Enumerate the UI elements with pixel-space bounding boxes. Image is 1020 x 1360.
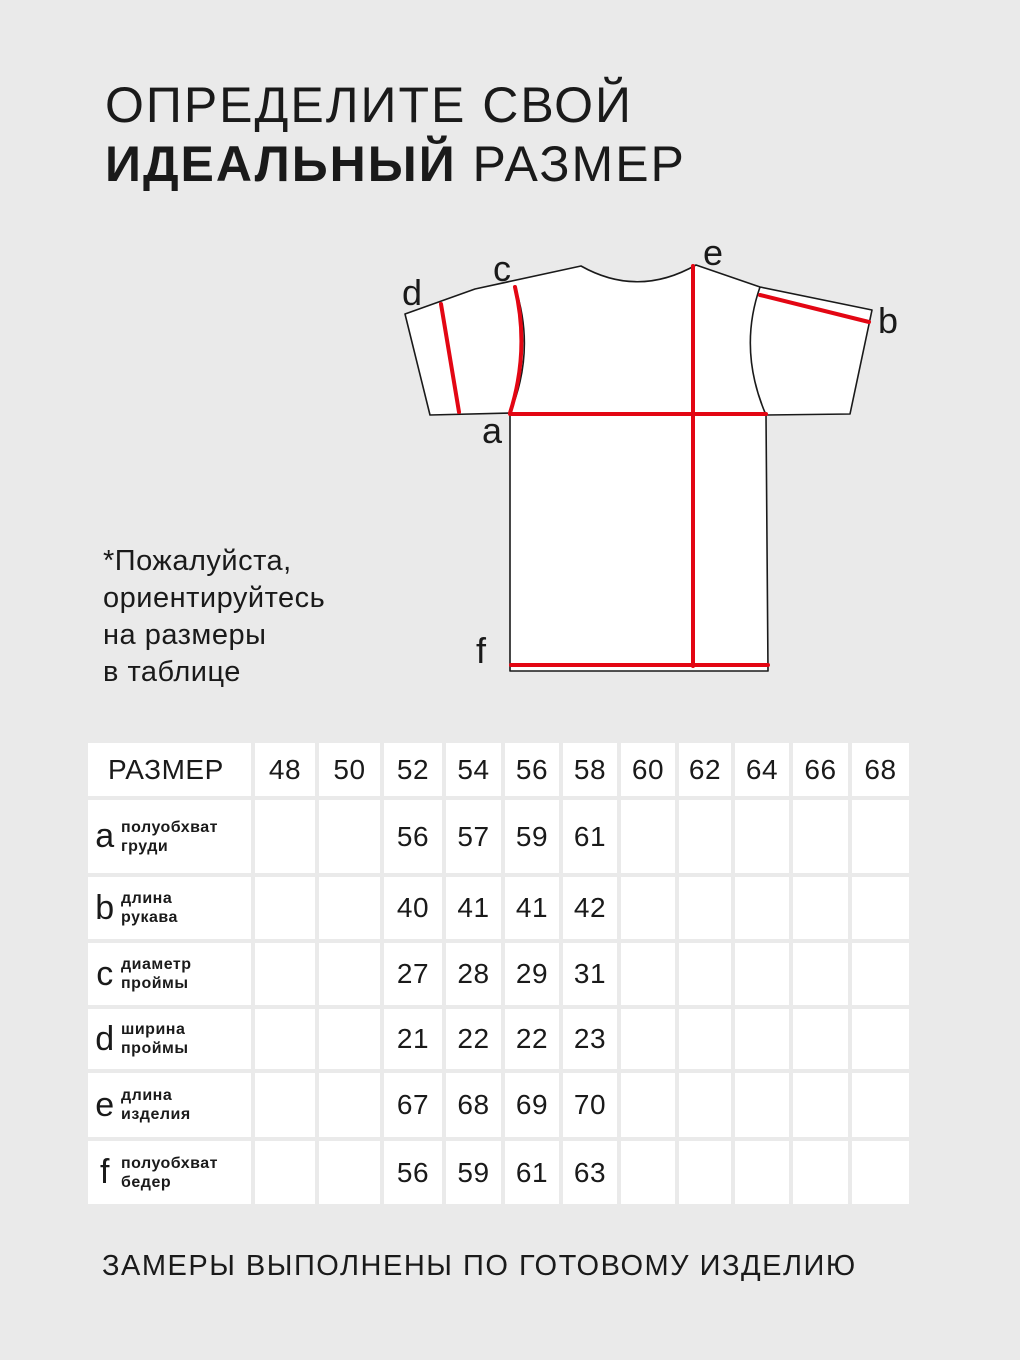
tshirt-outline bbox=[405, 265, 872, 671]
table-row bbox=[88, 943, 909, 1005]
size-header-56: 56 bbox=[505, 743, 559, 796]
row-description-line2: рукава bbox=[121, 909, 178, 926]
row-letter: c bbox=[96, 954, 114, 993]
table-cell bbox=[255, 800, 315, 873]
table-row bbox=[88, 877, 909, 939]
table-cell: 68 bbox=[446, 1073, 501, 1137]
table-cell: 63 bbox=[563, 1141, 617, 1204]
row-description bbox=[121, 1020, 189, 1058]
size-header-60: 60 bbox=[621, 743, 675, 796]
row-description bbox=[121, 1154, 218, 1192]
diagram-label-a: a bbox=[482, 410, 503, 451]
row-description-line1: диаметр bbox=[121, 956, 192, 973]
table-cell: 22 bbox=[446, 1009, 501, 1069]
row-description-line1: полуобхват bbox=[121, 818, 219, 836]
table-cell: 67 bbox=[384, 1073, 442, 1137]
note-line-3: на размеры bbox=[103, 619, 267, 651]
note-line-2: ориентируйтесь bbox=[103, 582, 326, 614]
table-cell: 41 bbox=[446, 877, 501, 939]
row-description-line2: груди bbox=[121, 837, 169, 855]
page-title-rest: РАЗМЕР bbox=[456, 136, 686, 192]
table-header-label: РАЗМЕР bbox=[88, 743, 251, 796]
table-cell bbox=[255, 1141, 315, 1204]
row-label-d bbox=[88, 1009, 251, 1069]
table-cell: 61 bbox=[563, 800, 617, 873]
table-cell bbox=[735, 800, 789, 873]
table-cell bbox=[319, 1141, 380, 1204]
row-description-line1: ширина bbox=[121, 1021, 186, 1038]
size-header-66: 66 bbox=[793, 743, 848, 796]
row-label-b bbox=[88, 877, 251, 939]
table-cell: 42 bbox=[563, 877, 617, 939]
table-cell bbox=[735, 1009, 789, 1069]
diagram-label-b: b bbox=[878, 300, 899, 341]
table-cell bbox=[793, 1009, 848, 1069]
table-cell bbox=[793, 800, 848, 873]
table-cell bbox=[679, 1009, 731, 1069]
table-cell bbox=[735, 877, 789, 939]
row-label-c bbox=[88, 943, 251, 1005]
row-description-line2: изделия bbox=[121, 1106, 191, 1123]
table-cell bbox=[735, 943, 789, 1005]
table-cell bbox=[621, 1009, 675, 1069]
row-letter: d bbox=[95, 1019, 115, 1058]
row-description bbox=[121, 955, 192, 993]
table-cell: 23 bbox=[563, 1009, 617, 1069]
table-row bbox=[88, 1073, 909, 1137]
table-cell bbox=[679, 1073, 731, 1137]
table-cell: 69 bbox=[505, 1073, 559, 1137]
table-cell bbox=[255, 943, 315, 1005]
table-cell: 31 bbox=[563, 943, 617, 1005]
table-cell bbox=[852, 1009, 909, 1069]
table-cell bbox=[319, 877, 380, 939]
row-description bbox=[121, 1086, 191, 1124]
row-label-f bbox=[88, 1141, 251, 1204]
table-cell: 27 bbox=[384, 943, 442, 1005]
table-cell: 28 bbox=[446, 943, 501, 1005]
size-header-52: 52 bbox=[384, 743, 442, 796]
table-cell: 57 bbox=[446, 800, 501, 873]
table-cell: 21 bbox=[384, 1009, 442, 1069]
row-label-e bbox=[88, 1073, 251, 1137]
table-cell: 61 bbox=[505, 1141, 559, 1204]
table-cell bbox=[319, 800, 380, 873]
table-cell: 70 bbox=[563, 1073, 617, 1137]
size-header-54: 54 bbox=[446, 743, 501, 796]
table-cell bbox=[621, 943, 675, 1005]
table-row bbox=[88, 800, 909, 873]
table-cell: 59 bbox=[505, 800, 559, 873]
diagram-label-d: d bbox=[402, 272, 423, 313]
table-cell bbox=[793, 1141, 848, 1204]
table-cell: 22 bbox=[505, 1009, 559, 1069]
row-letter: f bbox=[100, 1153, 110, 1191]
table-cell bbox=[679, 800, 731, 873]
table-cell bbox=[852, 943, 909, 1005]
page-title-bold: ИДЕАЛЬНЫЙ bbox=[105, 136, 457, 192]
footer-note: ЗАМЕРЫ ВЫПОЛНЕНЫ ПО ГОТОВОМУ ИЗДЕЛИЮ bbox=[102, 1250, 857, 1282]
table-cell bbox=[679, 943, 731, 1005]
table-cell bbox=[735, 1141, 789, 1204]
note-line-1: *Пожалуйста, bbox=[103, 545, 292, 577]
row-description bbox=[121, 889, 178, 927]
table-cell bbox=[621, 1141, 675, 1204]
size-header-58: 58 bbox=[563, 743, 617, 796]
table-cell bbox=[852, 1073, 909, 1137]
table-cell bbox=[735, 1073, 789, 1137]
diagram-label-e: e bbox=[703, 232, 724, 273]
table-cell bbox=[679, 1141, 731, 1204]
table-cell bbox=[793, 943, 848, 1005]
table-row bbox=[88, 1009, 909, 1069]
table-cell bbox=[621, 1073, 675, 1137]
table-cell bbox=[319, 1073, 380, 1137]
row-letter: e bbox=[95, 1085, 115, 1124]
size-header-50: 50 bbox=[319, 743, 380, 796]
row-description-line1: полуобхват bbox=[121, 1154, 219, 1172]
row-description-line2: проймы bbox=[121, 975, 189, 992]
page-title-line1: ОПРЕДЕЛИТЕ СВОЙ bbox=[105, 77, 633, 133]
table-cell bbox=[852, 877, 909, 939]
table-cell bbox=[621, 800, 675, 873]
table-cell bbox=[852, 1141, 909, 1204]
table-cell bbox=[793, 1073, 848, 1137]
table-cell bbox=[255, 877, 315, 939]
table-cell: 41 bbox=[505, 877, 559, 939]
size-header-64: 64 bbox=[735, 743, 789, 796]
table-header-row bbox=[88, 743, 909, 796]
table-cell bbox=[852, 800, 909, 873]
row-description bbox=[121, 818, 218, 856]
size-header-62: 62 bbox=[679, 743, 731, 796]
diagram-label-f: f bbox=[476, 630, 487, 671]
row-description-line1: длина bbox=[121, 1087, 173, 1104]
table-row bbox=[88, 1141, 909, 1204]
table-cell bbox=[255, 1073, 315, 1137]
diagram-label-c: c bbox=[493, 248, 511, 289]
size-table bbox=[84, 739, 913, 1208]
table-cell bbox=[621, 877, 675, 939]
table-cell: 40 bbox=[384, 877, 442, 939]
note-line-4: в таблице bbox=[103, 656, 241, 688]
row-letter: b bbox=[95, 888, 115, 927]
row-description-line1: длина bbox=[121, 890, 173, 907]
size-header-68: 68 bbox=[852, 743, 909, 796]
table-cell: 56 bbox=[384, 800, 442, 873]
table-cell bbox=[793, 877, 848, 939]
table-cell: 29 bbox=[505, 943, 559, 1005]
table-cell bbox=[679, 877, 731, 939]
row-letter: a bbox=[95, 817, 115, 855]
table-cell bbox=[319, 1009, 380, 1069]
table-cell bbox=[319, 943, 380, 1005]
table-cell bbox=[255, 1009, 315, 1069]
table-cell: 56 bbox=[384, 1141, 442, 1204]
size-header-48: 48 bbox=[255, 743, 315, 796]
table-cell: 59 bbox=[446, 1141, 501, 1204]
row-label-a bbox=[88, 800, 251, 873]
row-description-line2: проймы bbox=[121, 1040, 189, 1057]
row-description-line2: бедер bbox=[121, 1173, 172, 1191]
